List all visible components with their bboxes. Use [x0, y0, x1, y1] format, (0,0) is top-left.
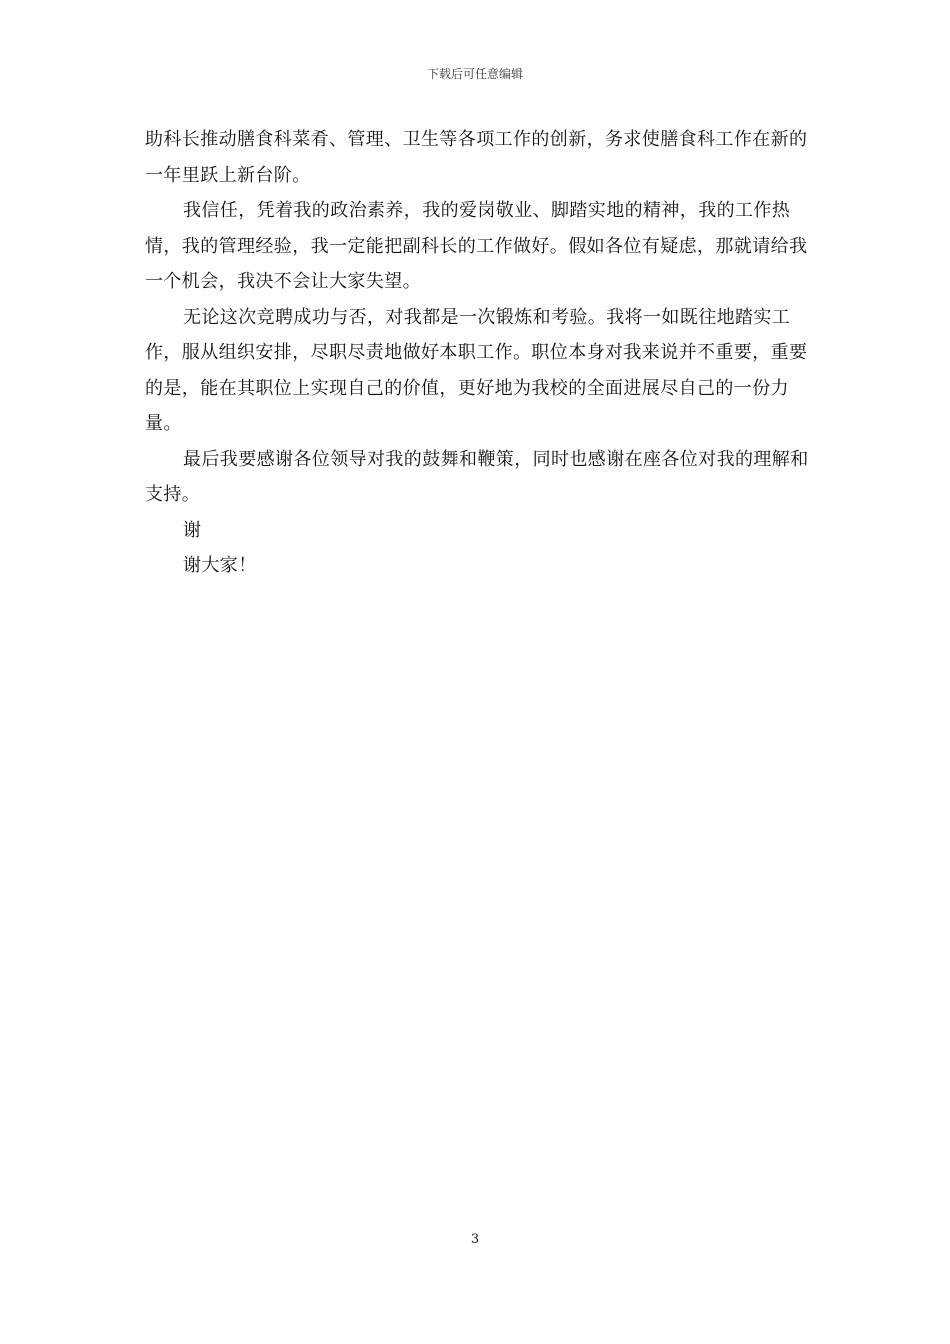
closing-thanks-part1: 谢	[183, 519, 202, 541]
page-number: 3	[470, 1232, 480, 1247]
paragraph-confidence: 我信任，凭着我的政治素养，我的爱岗敬业、脚踏实地的精神，我的工作热情，我的管理经验，我一定能把副科长的工作做好。假如各位有疑虑，那就请给我一个机会，我决不会让大家失望。	[145, 200, 808, 292]
page-header-note: 下载后可任意编辑	[426, 67, 523, 81]
document-body	[145, 122, 813, 584]
paragraph-gratitude: 最后我要感谢各位领导对我的鼓舞和鞭策，同时也感谢在座各位对我的理解和支持。	[145, 448, 809, 505]
paragraph-outcome: 无论这次竞聘成功与否，对我都是一次锻炼和考验。我将一如既往地踏实工作，服从组织安排，尽职尽责地做好本职工作。职位本身对我来说并不重要，重要的是，能在其职位上实现自己的价值，更好地为我校的全面进展尽自己的一份力量。	[145, 306, 808, 434]
closing-thanks-part2: 谢大家！	[183, 555, 257, 576]
paragraph-continuation: 助科长推动膳食科菜肴、管理、卫生等各项工作的创新，务求使膳食科工作在新的一年里跃上新台阶。	[145, 129, 808, 186]
